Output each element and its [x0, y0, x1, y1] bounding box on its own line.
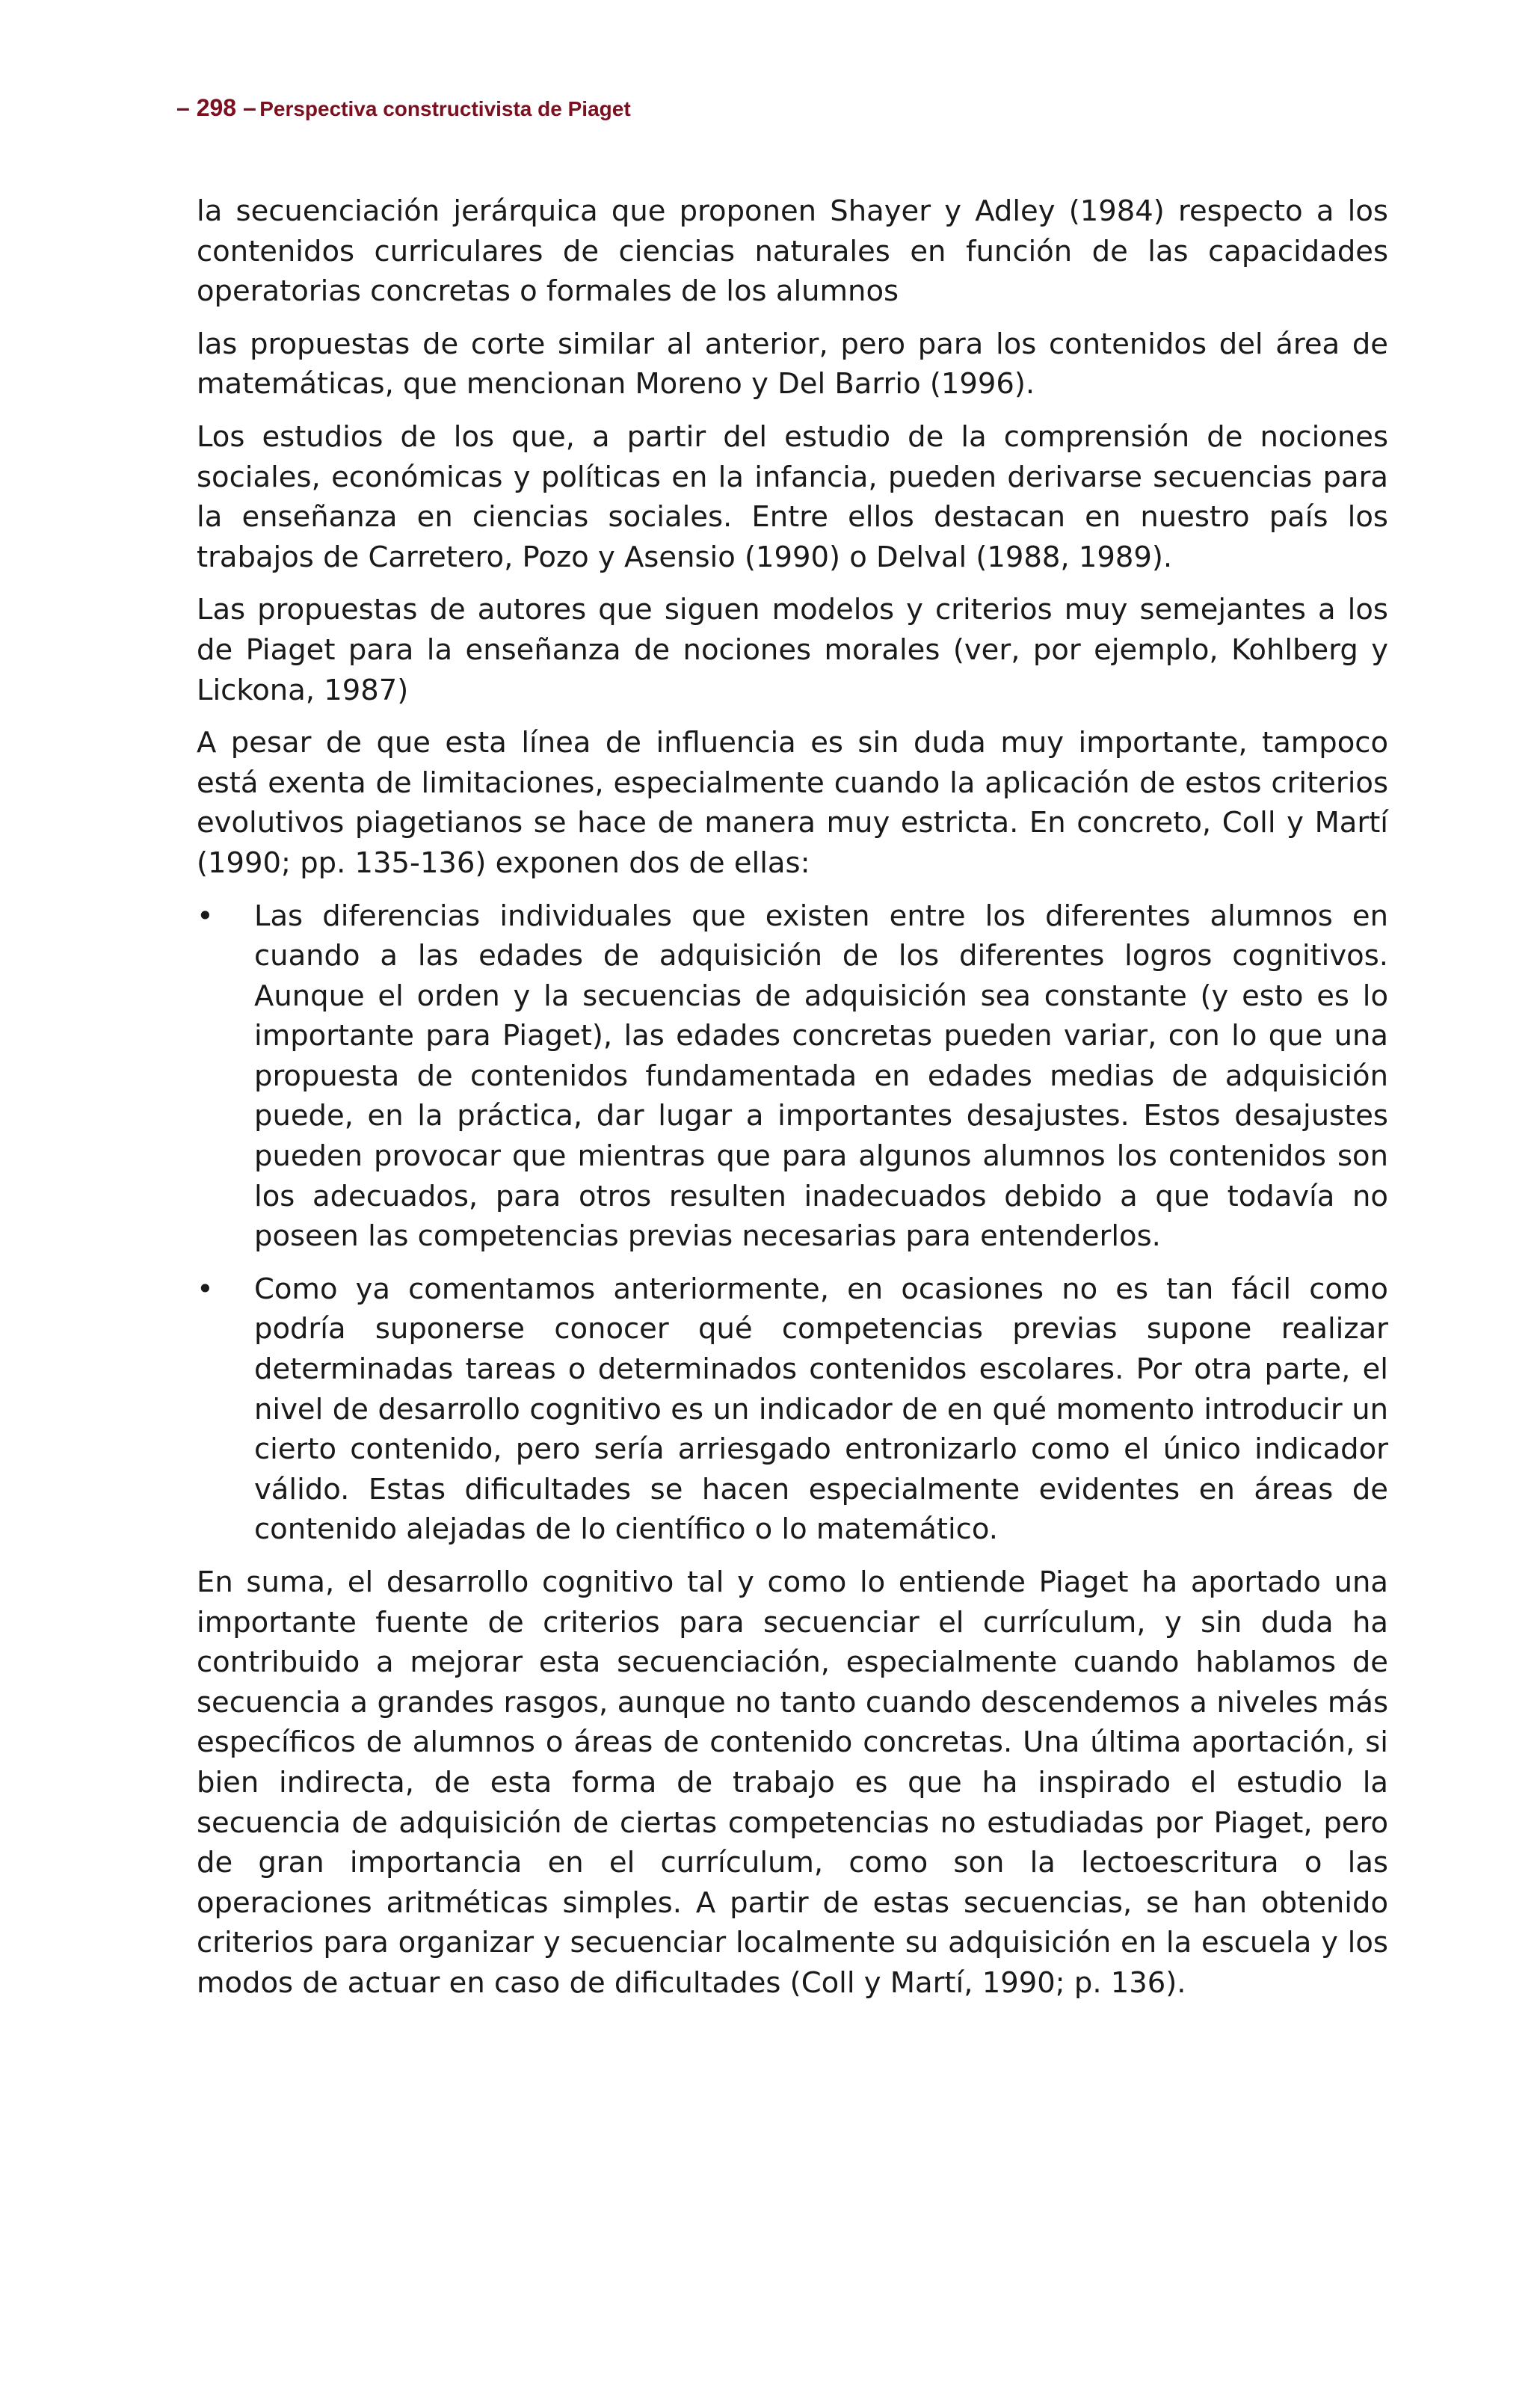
- paragraph: la secuenciación jerárquica que proponen Shayer y Adley (1984) respecto a los contenidos curriculares de ciencias naturales en función de las capacidades operatorias concretas o formales de los alumnos: [197, 194, 1388, 309]
- paragraph: En suma, el desarrollo cognitivo tal y como lo entiende Piaget ha aportado una importante fuente de criterios para secuenciar el currículum, y sin duda ha contribuido a mejorar esta secuenciación, especialmente cuando hablamos de secuencia a grandes rasgos, aunque no tanto cuando descendemos a niveles más específicos de alumnos o áreas de contenido concretas. Una última aportación, si bien indirecta, de esta forma de trabajo es que ha inspirado el estudio la secuencia de adquisición de ciertas competencias no estudiadas por Piaget, pero de gran importancia en el currículum, como son la lectoescritura o las operaciones aritméticas simples. A partir de estas secuencias, se han obtenido criterios para organizar y secuenciar localmente su adquisición en la escuela y los modos de actuar en caso de dificultades (Coll y Martí, 1990; p. 136).: [197, 1565, 1388, 2000]
- paragraph: Las propuestas de autores que siguen modelos y criterios muy semejantes a los de Piaget para la enseñanza de nociones morales (ver, por ejemplo, Kohlberg y Lickona, 1987): [197, 593, 1388, 707]
- bullet-list: [197, 896, 1388, 1551]
- running-header: [176, 94, 631, 122]
- bullet-icon: •: [197, 1272, 214, 1306]
- paragraph: Los estudios de los que, a partir del estudio de la comprensión de nociones sociales, económicas y políticas en la infancia, pueden derivarse secuencias para la enseñanza en ciencias sociales. Entre ellos destacan en nuestro país los trabajos de Carretero, Pozo y Asensio (1990) o Delval (1988, 1989).: [197, 419, 1388, 574]
- paragraph: A pesar de que esta línea de influencia es sin duda muy importante, tampoco está exenta de limitaciones, especialmente cuando la aplicación de estos criterios evolutivos piagetianos se hace de manera muy estricta. En concreto, Coll y Martí (1990; pp. 135-136) exponen dos de ellas:: [197, 726, 1388, 880]
- page-number: – 298 –: [176, 94, 256, 121]
- list-item-text: Las diferencias individuales que existen entre los diferentes alumnos en cuando a las edades de adquisición de los diferentes logros cognitivos. Aunque el orden y la secuencias de adquisición sea constante (y esto es lo importante para Piaget), las edades concretas pueden variar, con lo que una propuesta de contenidos fundamentada en edades medias de adquisición puede, en la práctica, dar lugar a importantes desajustes. Estos desajustes pueden provocar que mientras que para algunos alumnos los contenidos son los adecuados, para otros resulten inadecuados debido a que todavía no poseen las competencias previas necesarias para entenderlos.: [254, 899, 1388, 1254]
- page-body: [197, 191, 1388, 2016]
- list-item-text: Como ya comentamos anteriormente, en ocasiones no es tan fácil como podría suponerse conocer qué competencias previas supone realizar determinadas tareas o determinados contenidos escolares. Por otra parte, el nivel de desarrollo cognitivo es un indicador de en qué momento introducir un cierto contenido, pero sería arriesgado entronizarlo como el único indicador válido. Estas dificultades se hacen especialmente evidentes en áreas de contenido alejadas de lo científico o lo matemático.: [254, 1272, 1388, 1547]
- bullet-icon: •: [197, 899, 214, 933]
- running-title: Perspectiva constructivista de Piaget: [259, 97, 631, 120]
- paragraph: las propuestas de corte similar al anterior, pero para los contenidos del área de matemáticas, que mencionan Moreno y Del Barrio (1996).: [197, 327, 1388, 401]
- list-item: [197, 1269, 1388, 1550]
- list-item: [197, 896, 1388, 1257]
